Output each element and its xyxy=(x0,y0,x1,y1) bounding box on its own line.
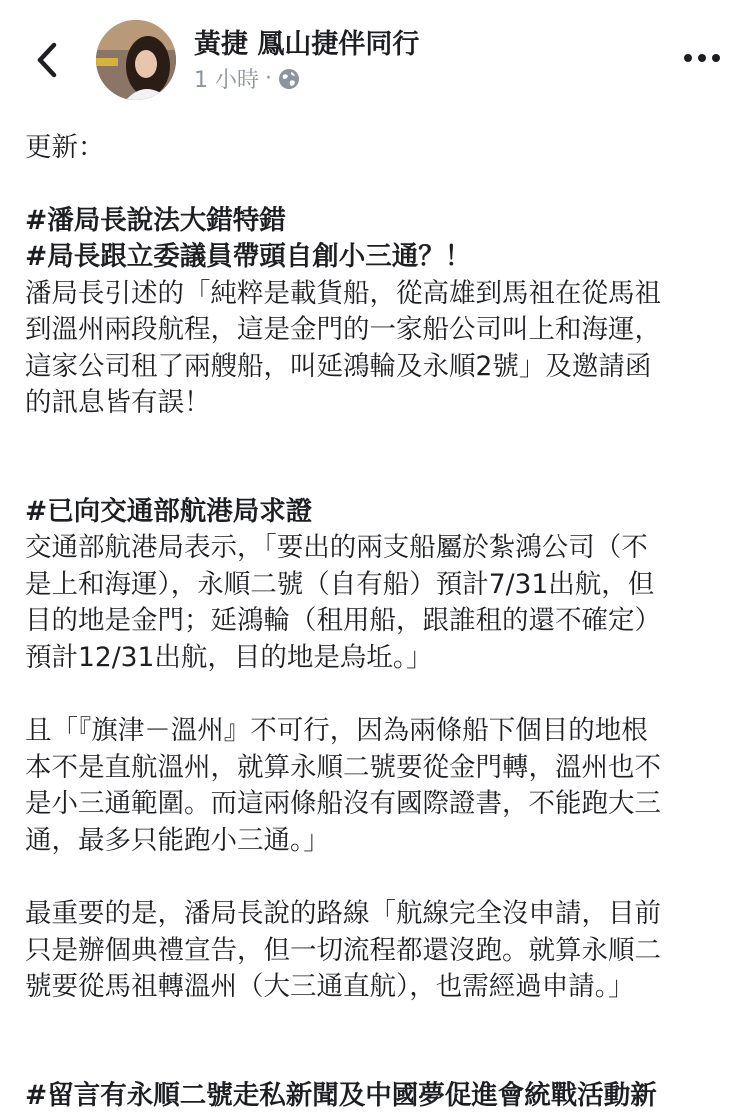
hashtag-heading[interactable]: #局長跟立委議員帶頭自創小三通？！ xyxy=(25,239,730,276)
hashtag-heading[interactable]: #潘局長說法大錯特錯 xyxy=(25,203,730,240)
author-name[interactable]: 黃捷 鳳山捷伴同行 xyxy=(194,22,419,61)
post-text-line: 通，最多只能跑小三通。」 xyxy=(25,823,730,860)
hashtag-heading[interactable]: #已向交通部航港局求證 xyxy=(25,494,730,531)
post-text-line: 是上和海運），永順二號（自有船）預計7/31出航，但 xyxy=(25,567,730,604)
more-options-button[interactable] xyxy=(682,48,722,68)
post-text-line: 目的地是金門；延鴻輪（租用船，跟誰租的還不確定） xyxy=(25,603,730,640)
globe-icon xyxy=(278,68,300,90)
post-text-line: 號要從馬祖轉溫州（大三通直航），也需經過申請。」 xyxy=(25,969,730,1006)
post-text-line: 只是辦個典禮宣告，但一切流程都還沒跑。就算永順二 xyxy=(25,933,730,970)
post-text-line: 這家公司租了兩艘船，叫延鴻輪及永順2號」及邀請函 xyxy=(25,349,730,386)
post-time[interactable]: 1 小時 xyxy=(194,63,259,94)
post-text-line: 本不是直航溫州，就算永順二號要從金門轉，溫州也不 xyxy=(25,750,730,787)
avatar-photo xyxy=(96,20,176,100)
meta-separator: · xyxy=(265,66,272,91)
post-text-line: 最重要的是，潘局長說的路線「航線完全沒申請，目前 xyxy=(25,896,730,933)
post-text-line: 潘局長引述的「純粹是載貨船，從高雄到馬祖在從馬祖 xyxy=(25,276,730,313)
back-button[interactable] xyxy=(30,40,66,80)
post-text-line: 且「『旗津－溫州』不可行，因為兩條船下個目的地根 xyxy=(25,713,730,750)
post-text-line: 預計12/31出航，目的地是烏坵。」 xyxy=(25,640,730,677)
post-text-line: 交通部航港局表示，「要出的兩支船屬於紮鴻公司（不 xyxy=(25,530,730,567)
post-text-line: 的訊息皆有誤！ xyxy=(25,385,730,422)
update-label: 更新： xyxy=(25,130,730,167)
post-header xyxy=(0,0,750,120)
avatar[interactable] xyxy=(96,20,176,100)
chevron-left-icon xyxy=(30,40,66,80)
post-body xyxy=(25,130,730,1114)
post-text-line: 到溫州兩段航程，這是金門的一家船公司叫上和海運， xyxy=(25,312,730,349)
post-text-line: 是小三通範圍。而這兩條船沒有國際證書，不能跑大三 xyxy=(25,786,730,823)
more-dots-icon xyxy=(682,48,722,68)
hashtag-heading[interactable]: #留言有永順二號走私新聞及中國夢促進會統戰活動新 xyxy=(25,1078,730,1114)
post-meta xyxy=(194,63,300,94)
